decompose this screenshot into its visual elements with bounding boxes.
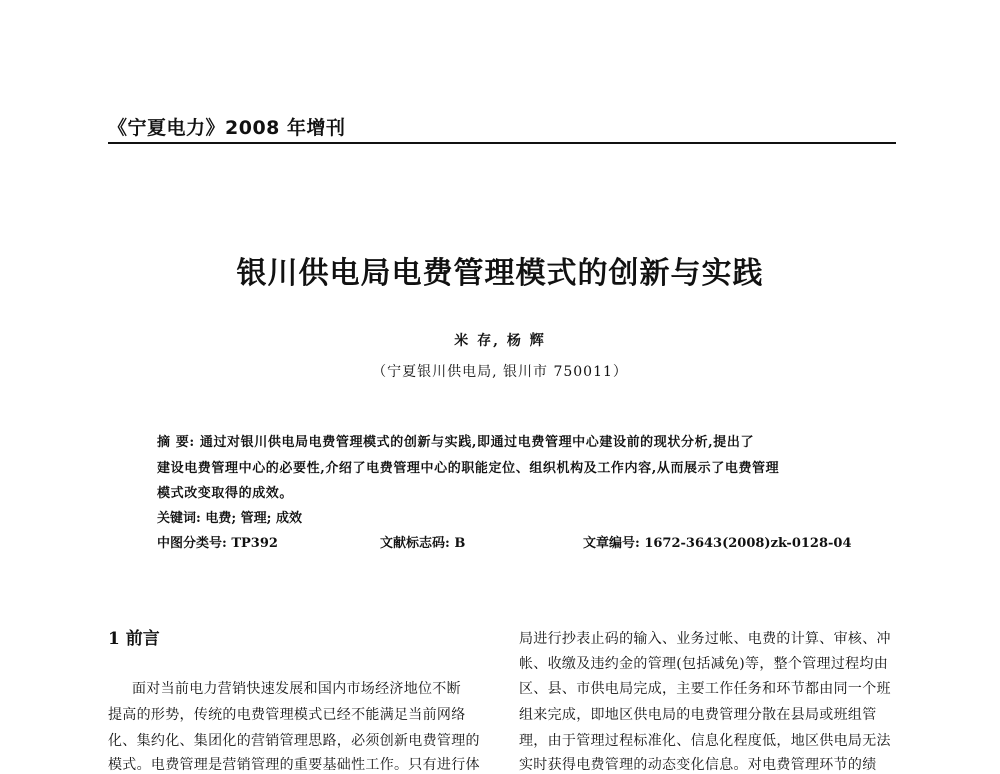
article-title: 银川供电局电费管理模式的创新与实践 [236,256,764,291]
section-heading: 1 前言 [108,629,160,649]
body-line-right: 帐、收缴及违约金的管理(包括减免)等，整个管理过程均由 [519,656,889,672]
abstract-line: 建设电费管理中心的必要性,介绍了电费管理中心的职能定位、组织机构及工作内容,从而展示了电费管理 [157,461,780,476]
body-line-left: 模式。电费管理是营销管理的重要基础性工作。只有进行体 [108,757,480,773]
affiliation: （宁夏银川供电局, 银川市 750011） [372,364,628,380]
body-line-left: 提高的形势，传统的电费管理模式已经不能满足当前网络 [108,707,466,723]
header-rule [108,142,896,144]
body-line-left: 化、集约化、集团化的营销管理思路，必须创新电费管理的 [108,733,480,749]
document-code: 文献标志码: B [380,536,466,551]
body-line-left: 面对当前电力营销快速发展和国内市场经济地位不断 [132,681,461,697]
journal-header: 《宁夏电力》2008 年增刊 [108,117,346,139]
keywords: 关键词: 电费; 管理; 成效 [157,511,302,526]
body-line-right: 实时获得电费管理的动态变化信息。对电费管理环节的绩 [519,757,877,773]
abstract-line: 模式改变取得的成效。 [157,486,294,501]
body-line-right: 区、县、市供电局完成，主要工作任务和环节都由同一个班 [519,681,891,697]
body-line-right: 组来完成，即地区供电局的电费管理分散在县局或班组管 [519,707,877,723]
authors: 米 存, 杨 辉 [454,333,546,349]
article-number: 文章编号: 1672-3643(2008)zk-0128-04 [583,536,852,551]
body-line-right: 局进行抄表止码的输入、业务过帐、电费的计算、审核、冲 [519,631,891,647]
classification-number: 中图分类号: TP392 [157,536,278,551]
body-line-right: 理，由于管理过程标准化、信息化程度低，地区供电局无法 [519,733,891,749]
abstract-line: 摘 要: 通过对银川供电局电费管理模式的创新与实践,即通过电费管理中心建设前的现状分析,提出了 [157,435,755,450]
